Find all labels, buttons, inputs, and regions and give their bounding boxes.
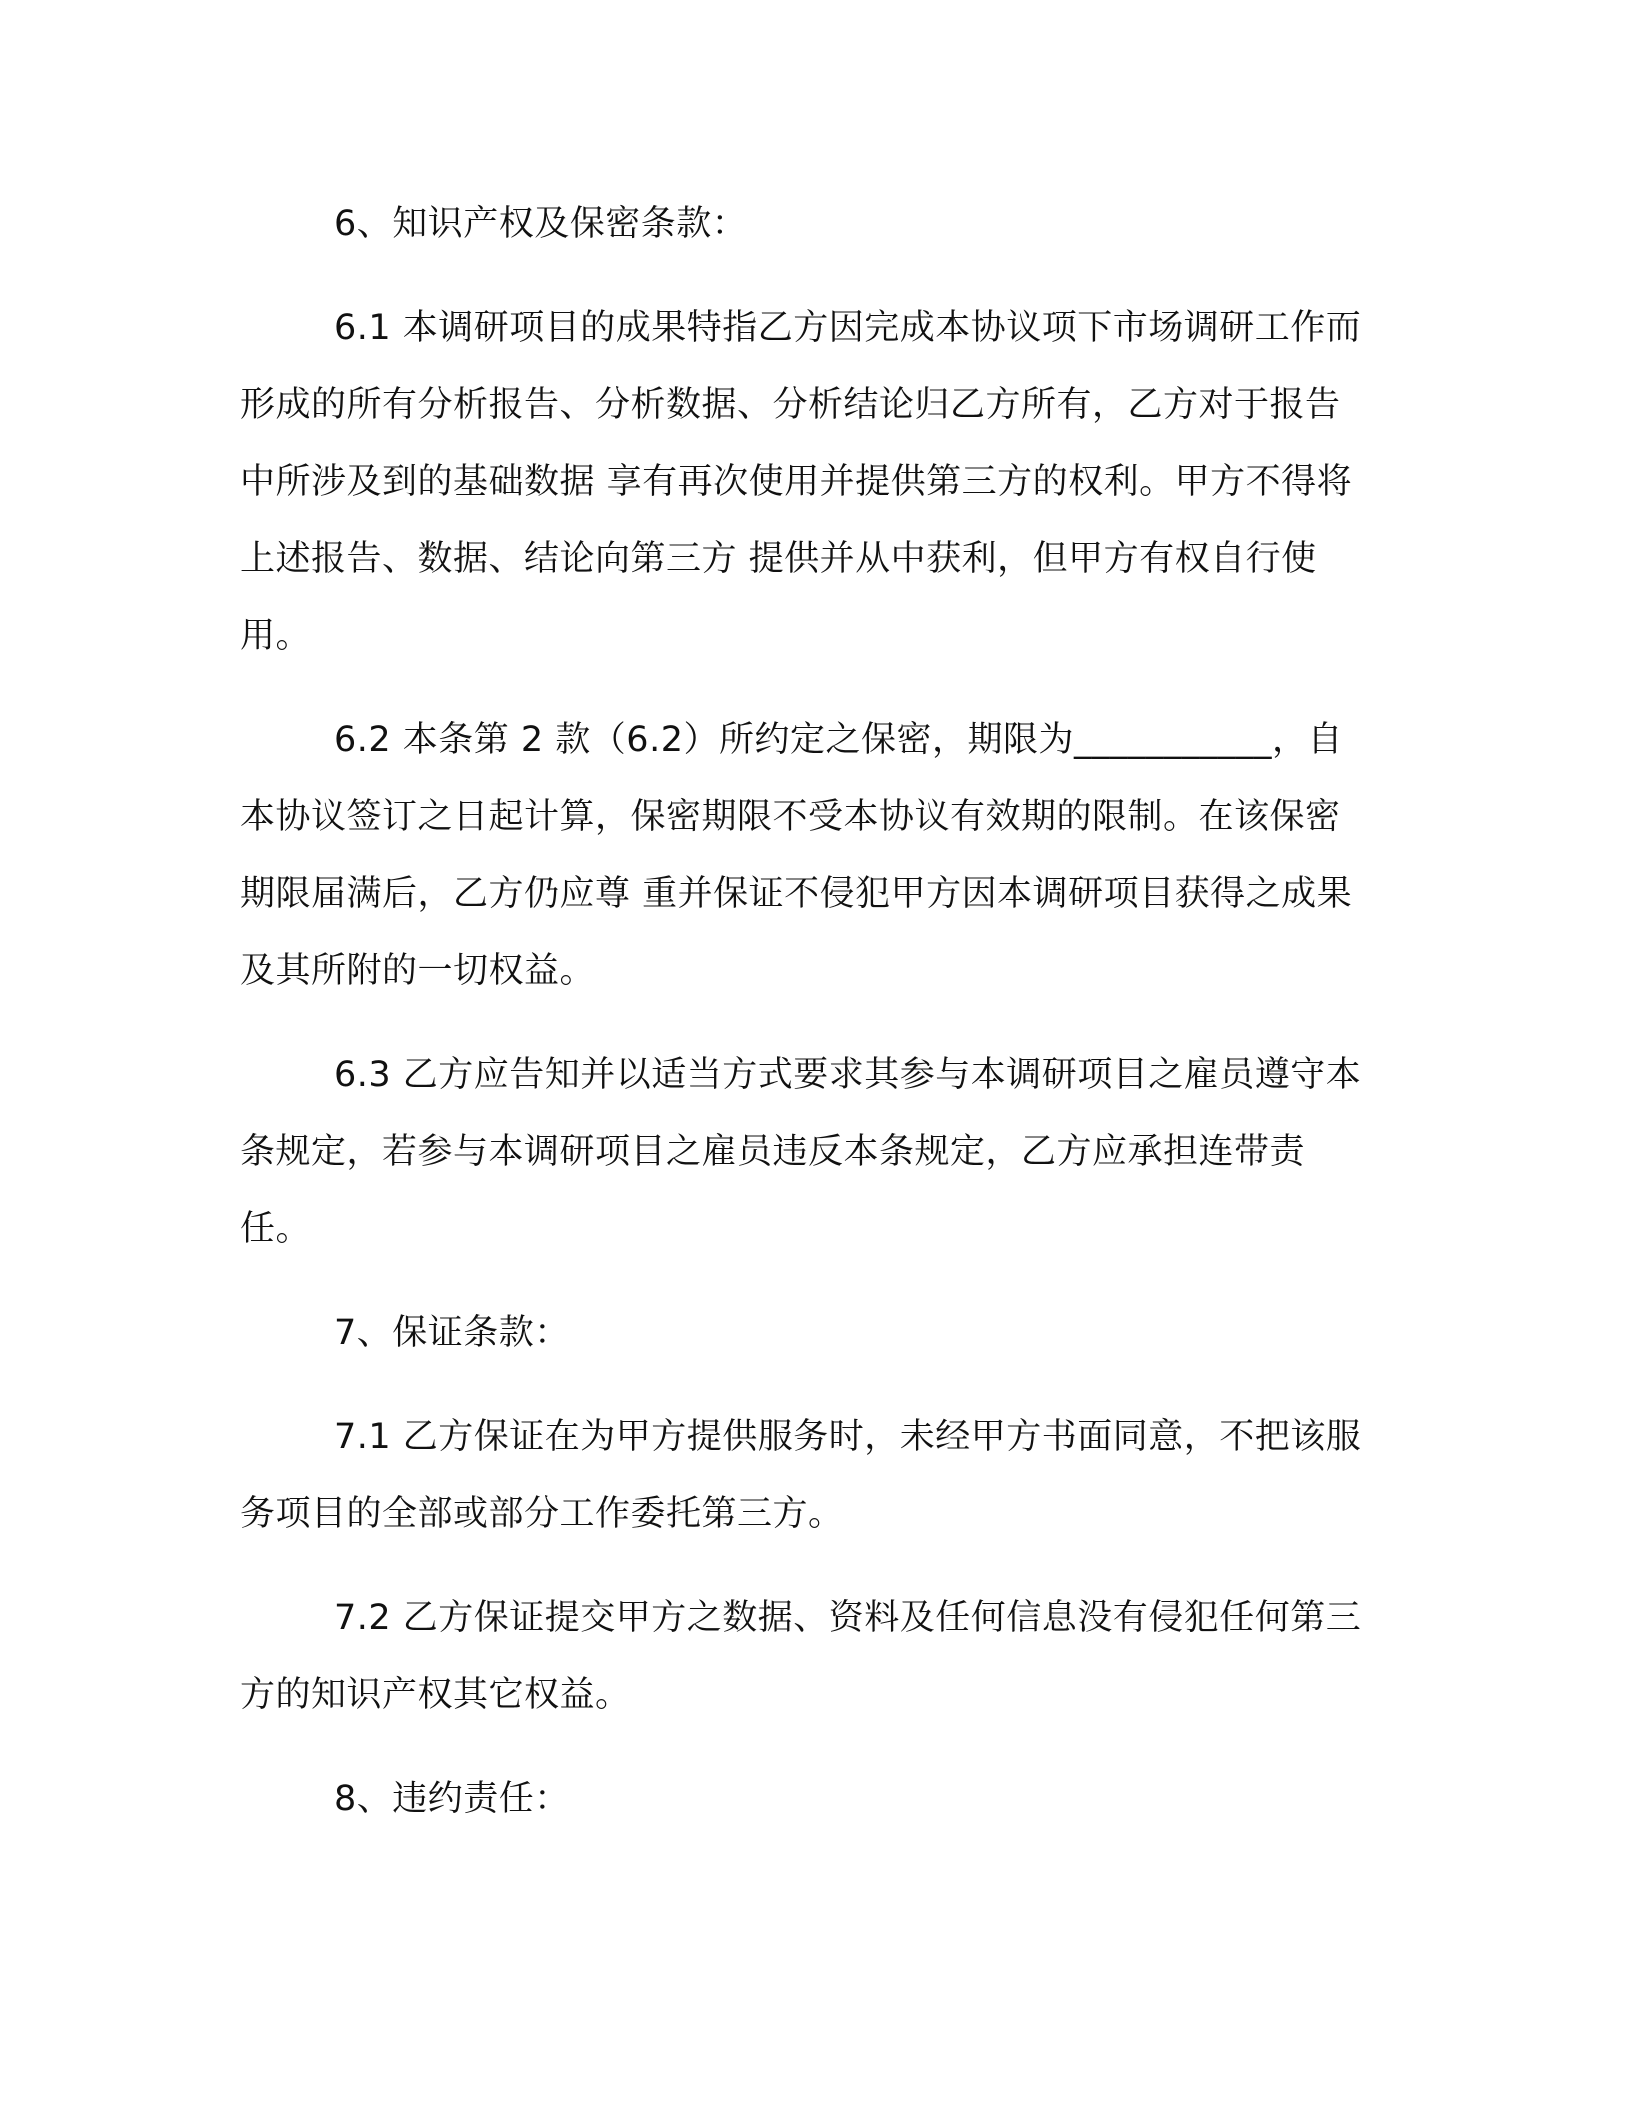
section-6-heading: 6、知识产权及保密条款： — [334, 204, 748, 244]
document-body — [240, 186, 1370, 1865]
clause-6-1: 6.1 本调研项目的成果特指乙方因完成本协议项下市场调研工作而形成的所有分析报告、分析数据、分析结论归乙方所有，乙方对于报告中所涉及到的基础数据 享有再次使用并提供第三方的权利。甲方不得将上述报告、数据、结论向第三方 提供并从中获利，但甲方有权自行使用。 — [240, 308, 1362, 656]
clause-7-2: 7.2 乙方保证提交甲方之数据、资料及任何信息没有侵犯任何第三方的知识产权其它权益。 — [240, 1598, 1362, 1715]
clause-6-3: 6.3 乙方应告知并以适当方式要求其参与本调研项目之雇员遵守本条规定，若参与本调研项目之雇员违反本条规定，乙方应承担连带责任。 — [240, 1055, 1362, 1249]
section-7-heading: 7、保证条款： — [334, 1313, 570, 1353]
clause-6-2: 6.2 本条第 2 款（6.2）所约定之保密，期限为___________，自本协议签订之日起计算，保密期限不受本协议有效期的限制。在该保密期限届满后，乙方仍应尊 重并保证不侵犯甲方因本调研项目获得之成果及其所附的一切权益。 — [240, 720, 1353, 991]
section-8-heading: 8、违约责任： — [334, 1779, 570, 1819]
clause-7-1: 7.1 乙方保证在为甲方提供服务时，未经甲方书面同意，不把该服务项目的全部或部分工作委托第三方。 — [240, 1417, 1362, 1534]
